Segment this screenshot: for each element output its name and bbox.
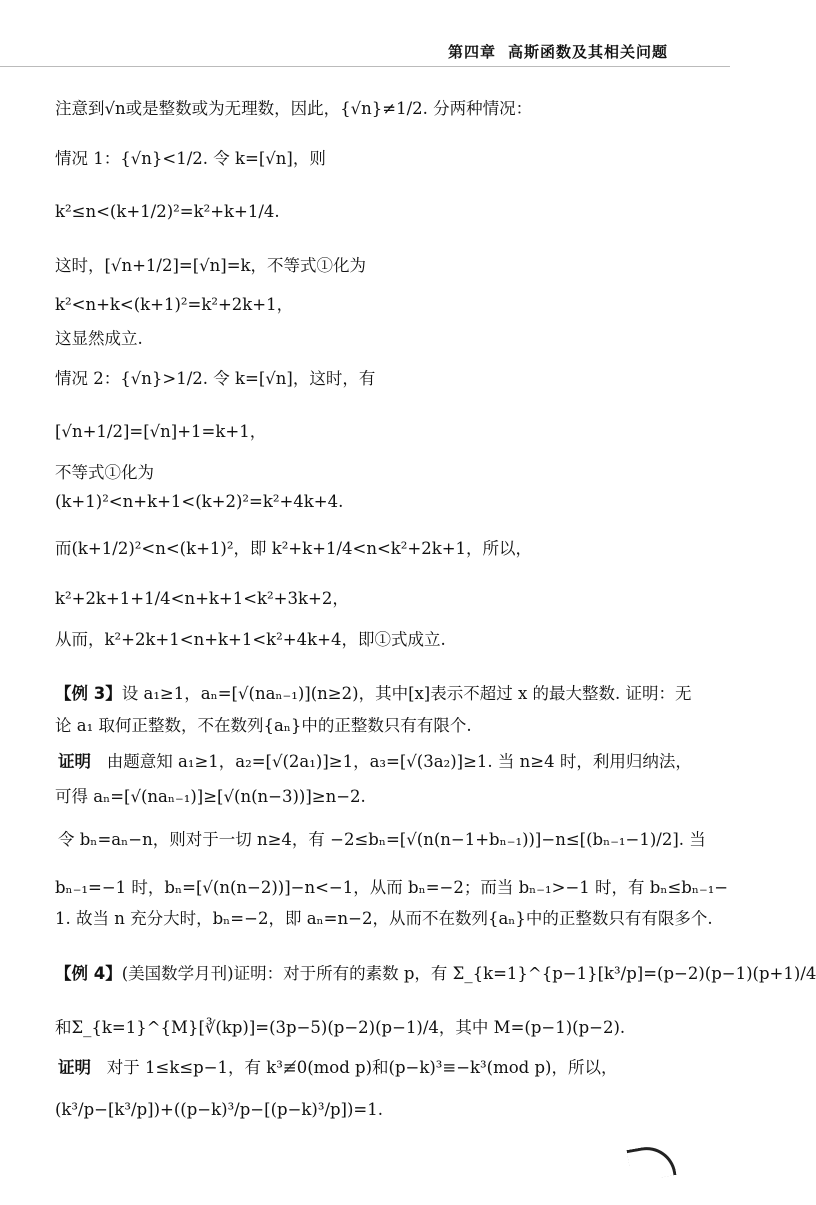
text-line: 而(k+1/2)²<n<(k+1)²，即 k²+k+1/4<n<k²+2k+1，所以， [55, 539, 533, 558]
proof3-line [58, 750, 692, 774]
example4-line [55, 962, 816, 986]
page-curl-icon [626, 1142, 676, 1182]
math-line: k²<n+k<(k+1)²=k²+2k+1， [55, 295, 294, 314]
text-line: 注意到√n或是整数或为无理数，因此，{√n}≠1/2. 分两种情况： [55, 99, 533, 118]
text-line: 从而，k²+2k+1<n+k+1<k²+4k+4，即①式成立. [55, 630, 446, 649]
proof4-line [58, 1056, 618, 1080]
proof-text: bₙ₋₁=−1 时，bₙ=[√(n(n−2))]−n<−1，从而 bₙ=−2；而当 bₙ₋₁>−1 时，有 bₙ≤bₙ₋₁− [55, 878, 729, 897]
running-header [448, 41, 668, 62]
proof-text: 令 bₙ=aₙ−n，则对于一切 n≥4，有 −2≤bₙ=[√(n(n−1+bₙ₋₁))]−n≤[(bₙ₋₁−1)/2]. 当 [58, 830, 706, 849]
proof-label: 证明 [58, 752, 91, 771]
math-line: (k+1)²<n+k+1<(k+2)²=k²+4k+4. [55, 492, 344, 511]
proof-text: 对于 1≤k≤p−1，有 k³≢0(mod p)和(p−k)³≡−k³(mod p)，所以， [106, 1058, 618, 1077]
text-line: 情况 2：{√n}>1/2. 令 k=[√n]，这时，有 [55, 369, 376, 388]
text-line: 不等式①化为 [55, 463, 154, 482]
math-line: k²≤n<(k+1/2)²=k²+k+1/4. [55, 202, 280, 221]
math-line: [√n+1/2]=[√n]+1=k+1， [55, 422, 267, 441]
example3-line [55, 682, 692, 706]
example3-text: 论 a₁ 取何正整数，不在数列{aₙ}中的正整数只有有限个. [55, 716, 472, 735]
proof-text: 可得 aₙ=[√(naₙ₋₁)]≥[√(n(n−3))]≥n−2. [55, 787, 366, 806]
example4-label: 【例 4】 [55, 964, 122, 983]
chapter-title: 高斯函数及其相关问题 [507, 43, 668, 61]
proof-text: 由题意知 a₁≥1，a₂=[√(2a₁)]≥1，a₃=[√(3a₂)]≥1. 当 n≥4 时，利用归纳法， [106, 752, 692, 771]
text-line: 这时，[√n+1/2]=[√n]=k，不等式①化为 [55, 256, 367, 275]
math-line: k²+2k+1+1/4<n+k+1<k²+3k+2， [55, 589, 349, 608]
text-line: 情况 1：{√n}<1/2. 令 k=[√n]，则 [55, 149, 326, 168]
example4-text: (美国数学月刊)证明：对于所有的素数 p，有 Σ_{k=1}^{p−1}[k³/p]=(p−2)(p−1)(p+1)/4 [121, 964, 816, 983]
example3-label: 【例 3】 [55, 684, 122, 703]
text-line: 这显然成立. [55, 329, 143, 348]
header-divider [0, 66, 730, 67]
proof-text: 1. 故当 n 充分大时，bₙ=−2，即 aₙ=n−2，从而不在数列{aₙ}中的正整数只有有限多个. [55, 909, 713, 928]
proof-label: 证明 [58, 1058, 91, 1077]
example4-text: 和Σ_{k=1}^{M}[∛(kp)]=(3p−5)(p−2)(p−1)/4，其中 M=(p−1)(p−2). [55, 1018, 626, 1037]
example3-text: 设 a₁≥1，aₙ=[√(naₙ₋₁)](n≥2)，其中[x]表示不超过 x 的最大整数. 证明：无 [121, 684, 692, 703]
proof-text: (k³/p−[k³/p])+((p−k)³/p−[(p−k)³/p])=1. [55, 1100, 384, 1119]
chapter-label: 第四章 [447, 43, 496, 61]
